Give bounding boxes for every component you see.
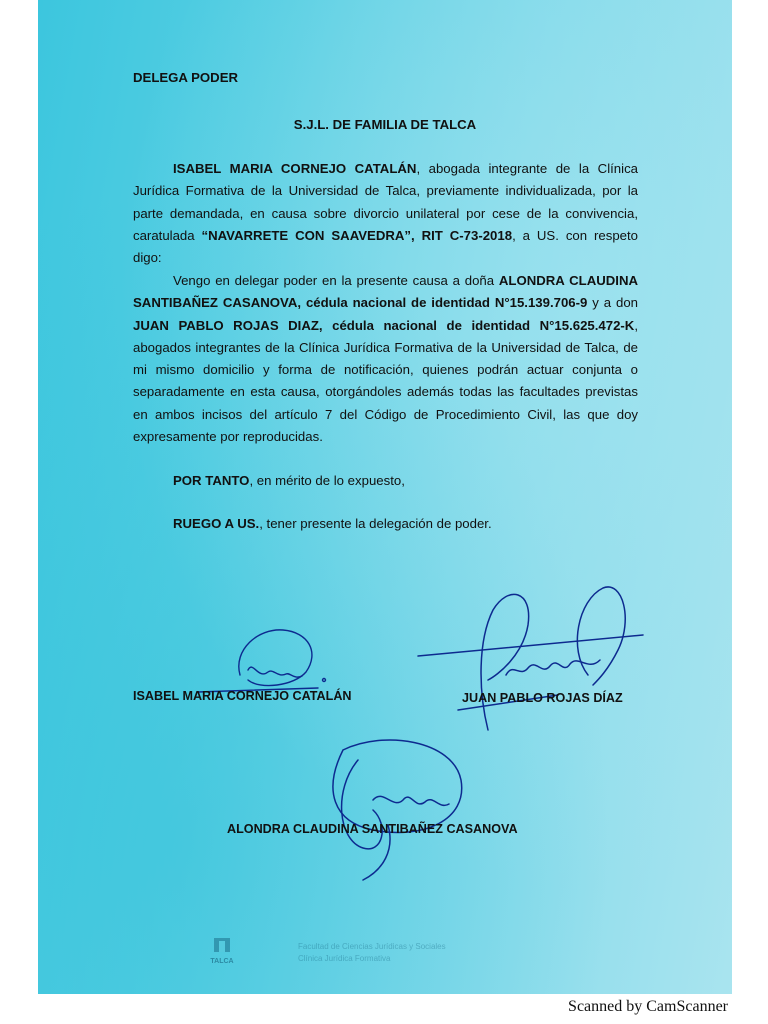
university-logo-icon (206, 936, 238, 966)
signature-2-scribble (418, 580, 648, 730)
paragraph-ruego (133, 513, 638, 535)
court-heading: S.J.L. DE FAMILIA DE TALCA (293, 117, 477, 132)
paragraph-intro (133, 158, 638, 269)
case-title: “NAVARRETE CON SAAVEDRA”, RIT C-73-2018 (201, 227, 513, 243)
signature-2-name: JUAN PABLO ROJAS DÍAZ (462, 691, 623, 705)
document-type-label: DELEGA PODER (133, 70, 239, 85)
intro-text-2: , a US. con respeto digo: (133, 227, 638, 266)
delegate-1: ALONDRA CLAUDINA SANTIBAÑEZ CASANOVA, cédula nacional de identidad N°15.139.706-9 (133, 273, 638, 311)
attorney-name: ISABEL MARIA CORNEJO CATALÁN (173, 161, 417, 176)
por-tanto-lead: POR TANTO (173, 473, 250, 488)
ruego-lead: RUEGO A US. (173, 516, 260, 531)
ruego-text: , tener presente la delegación de poder. (259, 516, 492, 531)
camscanner-watermark: Scanned by CamScanner (568, 998, 728, 1015)
signature-3-name: ALONDRA CLAUDINA SANTIBAÑEZ CASANOVA (227, 822, 518, 836)
signature-1-scribble (228, 620, 358, 700)
intro-text-1: , abogada integrante de la Clínica Jurídica Formativa de la Universidad de Talca, previamente individualizada, por la parte demandada, en causa sobre divorcio unilateral por cese de la convivencia, caratulada (133, 161, 638, 243)
delegate-2: JUAN PABLO ROJAS DIAZ, cédula nacional de identidad N°15.625.472-K (133, 317, 635, 333)
por-tanto-text: , en mérito de lo expuesto, (249, 473, 405, 488)
footer-line-1: Facultad de Ciencias Jurídicas y Sociales (298, 942, 446, 951)
scanned-page (38, 0, 732, 994)
paragraph-por-tanto (133, 470, 638, 492)
signature-1-name: ISABEL MARIA CORNEJO CATALÁN (133, 689, 352, 703)
paragraph-delegation (133, 270, 638, 448)
signature-3-scribble (303, 730, 503, 880)
delegation-text-1: Vengo en delegar poder en la presente causa a doña (173, 273, 499, 288)
delegation-text-3: , abogados integrantes de la Clínica Jurídica Formativa de la Universidad de Talca, de mi mismo domicilio y forma de notificación, quienes podrán actuar conjunta o separadamente en esta causa, otorgándoles además todas las facultades previstas en ambos incisos del artículo 7 del Código de Procedimiento Civil, las que doy expresamente por reproducidas. (133, 317, 638, 445)
logo-text: TALCA (210, 958, 234, 965)
footer-line-2: Clínica Jurídica Formativa (298, 954, 391, 963)
delegation-text-2: y a don (587, 295, 638, 311)
